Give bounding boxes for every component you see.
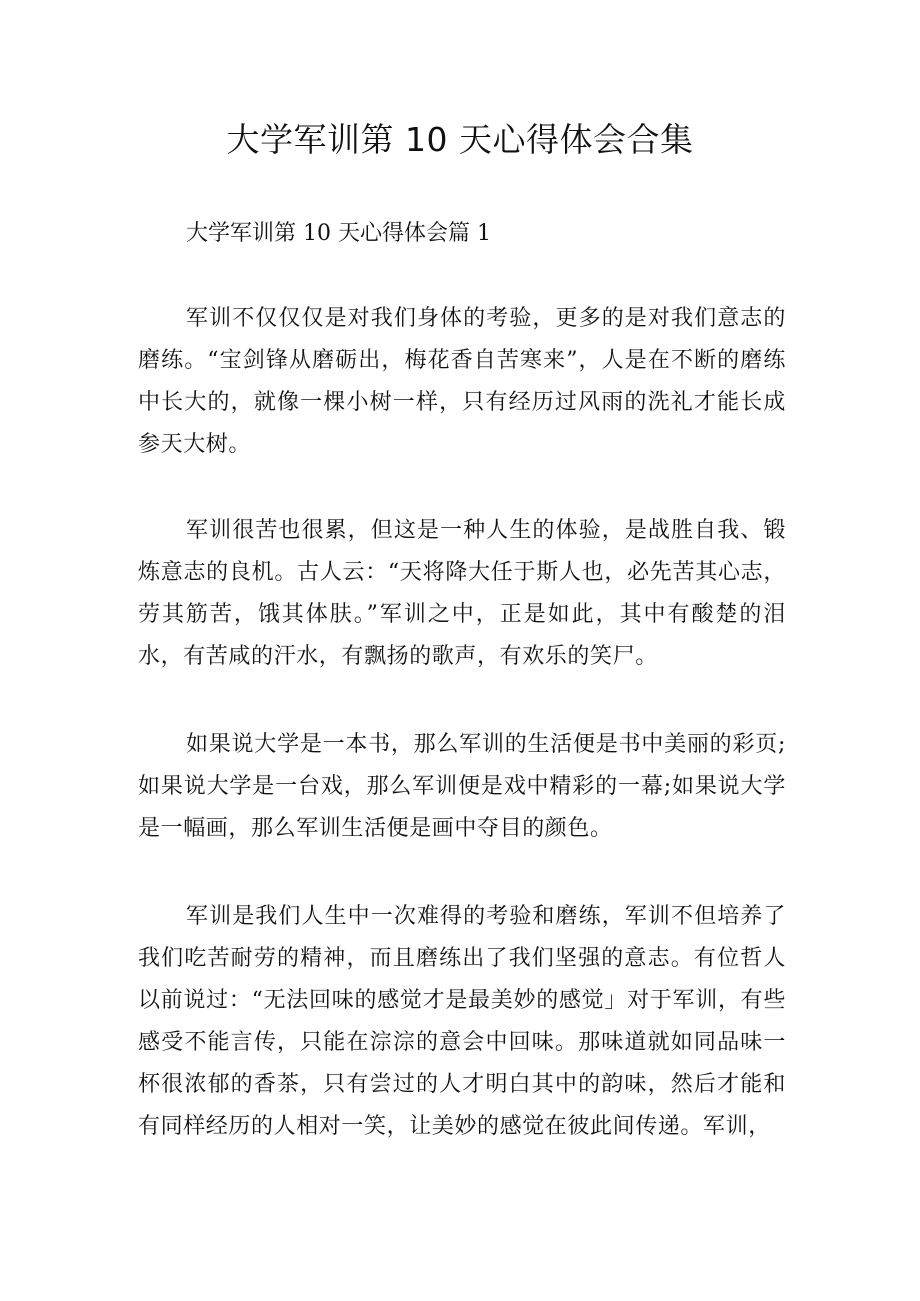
paragraph-4: 军训是我们人生中一次难得的考验和磨练，军训不但培养了我们吃苦耐劳的精神，而且磨练出了我们坚强的意志。有位哲人以前说过：“无法回味的感觉才是最美妙的感觉」对于军训，有些感受不能言传，只能在淙淙的意会中回味。那味道就如同品味一杯很浓郁的香茶，只有尝过的人才明白其中的韵味，然后才能和有同样经历的人相对一笑，让美妙的感觉在彼此间传递。军训， bbox=[138, 904, 786, 1139]
paragraph-3: 如果说大学是一本书，那么军训的生活便是书中美丽的彩页;如果说大学是一台戏，那么军训便是戏中精彩的一幕;如果说大学是一幅画，那么军训生活便是画中夺目的颜色。 bbox=[138, 732, 786, 841]
document-title: 大学军训第 10 天心得体会合集 bbox=[226, 120, 694, 159]
paragraph-2: 军训很苦也很累，但这是一种人生的体验，是战胜自我、锻炼意志的良机。古人云：“天将降大任于斯人也，必先苦其心志，劳其筋苦，饿其体肤。”军训之中，正是如此，其中有酸楚的泪水，有苦咸的汗水，有飘扬的歌声，有欢乐的笑尸。 bbox=[138, 518, 786, 669]
section-heading: 大学军训第 10 天心得体会篇 1 bbox=[186, 221, 491, 246]
paragraph-1: 军训不仅仅仅是对我们身体的考验，更多的是对我们意志的磨练。“宝剑锋从磨砺出，梅花香自苦寒来”，人是在不断的磨练中长大的，就像一棵小树一样，只有经历过风雨的洗礼才能长成参天大树。 bbox=[138, 306, 786, 457]
